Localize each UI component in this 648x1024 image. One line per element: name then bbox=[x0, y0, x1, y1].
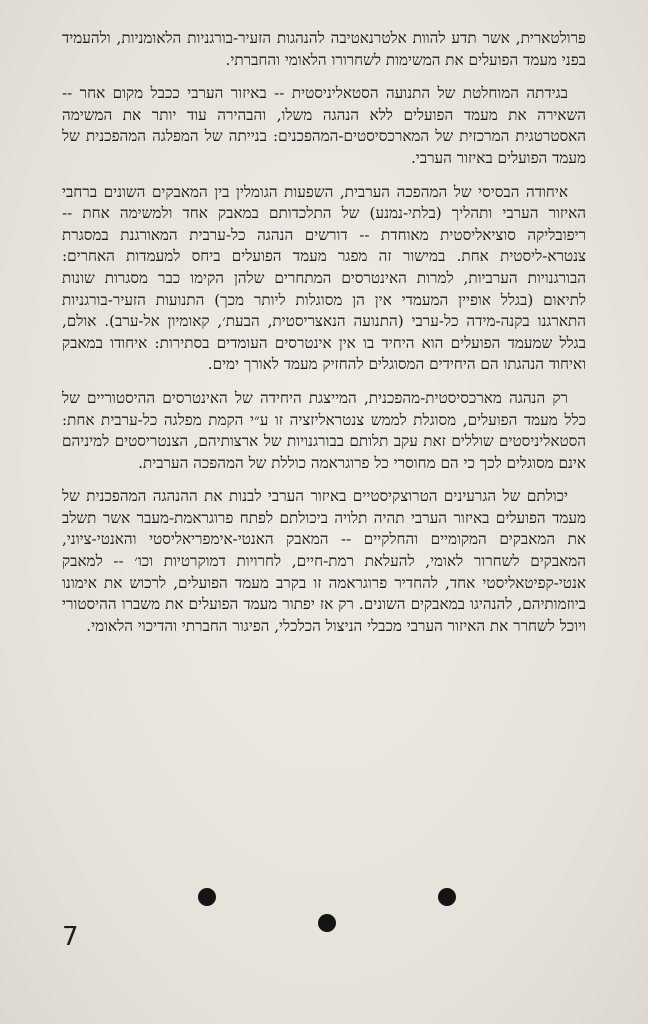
binding-hole-center bbox=[318, 914, 336, 932]
binding-hole-right bbox=[438, 888, 456, 906]
body-text bbox=[62, 28, 586, 649]
paragraph-4: רק הנהגה מארכסיסטית-מהפכנית, המייצגת היחידה של האינטרסים ההיסטוריים של כלל מעמד הפועלים, מסוגלת לממש צנטראליזציה זו ע״י הקמת מפלגה כל-ערבית אחת: הסטאליניסטים שוללים זאת עקב תלותם בבורגנויות של ארצותיהם, הצנטריסטים למיניהם אינם מסוגלים לכך כי הם מחוסרי כל פרוגראמה כוללת של המהפכה הערבית. bbox=[62, 388, 586, 472]
paragraph-1: פרולטארית, אשר תדע להוות אלטרנאטיבה להנהגות הזעיר-בורגניות הלאומניות, ולהעמיד בפני מעמד הפועלים את המשימות לשחרורו הלאומי והחברתי. bbox=[62, 29, 586, 69]
paragraph-3: איחודה הבסיסי של המהפכה הערבית, השפעות הגומלין בין המאבקים השונים ברחבי האיזור הערבי ותהליך (בלתי-נמנע) של התלכדותם במאבק אחד ולמשימה אחת -- ריפובליקה סוציאליסטית מאוחדת -- דורשים הנהגה כל-ערבית המאורגנת במסגרת צנטרא-ליסטית אחת. במישור זה מפגר מעמד הפועלים ביחס למעמדות האחרים: הבורגנויות הערביות, למרות האינטרסים המתחרים שלהן הקימו כבר מסגרות שונות לתיאום (בגלל אופיין המעמדי אין הן מסוגלות ליותר מכך) התנועות הזעיר-בורגניות התארגנו בקנה-מידה כל-ערבי (התנועה הנאצריסטית, הבעת׳, קאומיון אל-ערב). אולם, בגלל שמעמד הפועלים הוא היחיד בו אין אינטרסים העומדים בסתירות: איחודו במאבק ואיחוד הנהגתו הם היחידים המסוגלים להחזיק מעמד לאורך ימים. bbox=[62, 182, 586, 374]
paragraph-5: יכולתם של הגרעינים הטרוצקיסטיים באיזור הערבי לבנות את ההנהגה המהפכנית של מעמד הפועלים באיזור הערבי תהיה תלויה ביכולתם לפתח פרוגראמת-מעבר אשר תשלב את המאבקים המקומיים והחלקיים -- המאבק האנטי-אימפריאליסטי והאנטי-ציוני, המאבקים לשחרור לאומי, להעלאת רמת-חיים, לחרויות דמוקרטיות וכו׳ -- למאבק אנטי-קפיטאליסטי אחד, להחדיר פרוגראמה זו בקרב מעמד הפועלים, לרכוש את אימונו ביוזמותיהם, להנהיגו במאבקים השונים. רק אז יפתור מעמד הפועלים את משברו ההיסטורי ויוכל לשחרר את האיזור הערבי מכבלי הניצול הכלכלי, הפיגור החברתי והדיכוי הלאומי. bbox=[62, 487, 586, 635]
paragraph-2: בגידתה המוחלטת של התנועה הסטאליניסטית -- באיזור הערבי ככבל מקום אחר -- השאירה את מעמד הפועלים ללא הנהגה משלו, והבהירה עוד יותר את המשימה האסטרטגית המרכזית של המארכסיסטים-המהפכנים: בנייתה של המפלגה המהפכנית של מעמד הפועלים באיזור הערבי. bbox=[62, 84, 586, 167]
page-number: 7 bbox=[62, 922, 79, 952]
binding-hole-left bbox=[198, 888, 216, 906]
